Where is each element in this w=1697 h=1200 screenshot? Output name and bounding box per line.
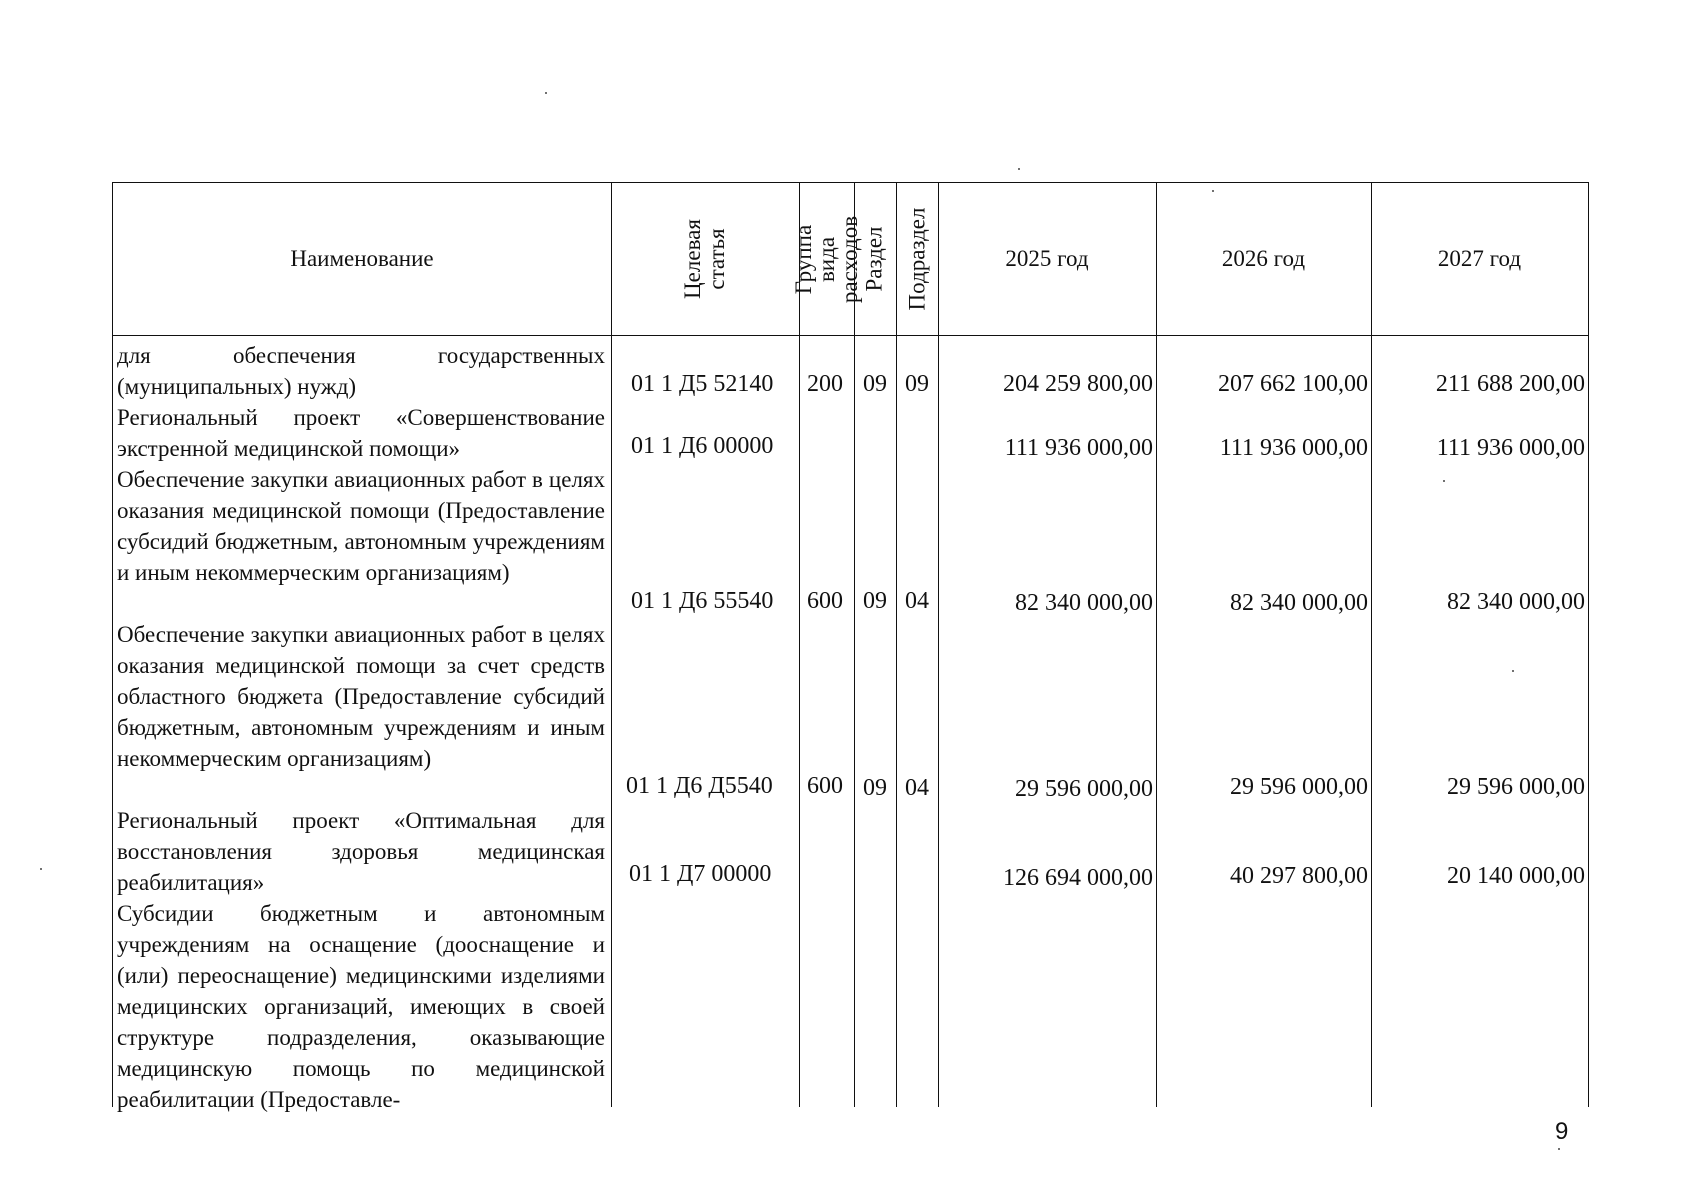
header-section: Раздел [862, 226, 887, 292]
header-2026: 2026 год [1221, 246, 1306, 271]
row-name: для обеспечения государственных (муниципальных) нужд) [117, 343, 605, 399]
scan-speck [40, 868, 42, 870]
row-2026: 111 936 000,00 [1219, 435, 1368, 461]
row-name: Субсидии бюджетным и автономным учреждениям на оснащение (дооснащение и (или) переоснащение) медицинскими изделиями медицинских организаций, имеющих в своей структуре подразделения, оказывающие медицинскую помощь по медицинской реабилитации (Предоставле- [117, 901, 605, 1112]
row-2025: 29 596 000,00 [1015, 776, 1153, 802]
row-2025: 126 694 000,00 [1003, 865, 1153, 891]
row-target: 01 1 Д6 Д5540 [626, 773, 773, 799]
scan-speck [1212, 190, 1214, 192]
row-2025: 111 936 000,00 [1004, 435, 1153, 461]
row-section: 09 [863, 371, 887, 397]
row-target: 01 1 Д5 52140 [631, 371, 774, 397]
header-2025: 2025 год [1005, 246, 1089, 271]
row-2026: 82 340 000,00 [1230, 590, 1368, 616]
header-divider [113, 335, 1588, 336]
row-2027: 20 140 000,00 [1447, 863, 1585, 889]
row-2027: 29 596 000,00 [1447, 774, 1585, 800]
row-section: 09 [863, 588, 887, 614]
scan-speck [1558, 1148, 1560, 1150]
row-name: Региональный проект «Оптимальная для восстановления здоровья медицинская реабилитация» [117, 808, 605, 895]
scan-speck [1512, 670, 1514, 672]
scan-speck [545, 92, 547, 94]
row-2025: 204 259 800,00 [1003, 371, 1153, 397]
row-2025: 82 340 000,00 [1015, 590, 1153, 616]
row-group: 600 [807, 773, 843, 799]
row-group: 200 [807, 371, 843, 397]
header-name: Наименование [290, 246, 434, 271]
header-target: Целевая статья [680, 219, 729, 299]
row-2026: 29 596 000,00 [1230, 774, 1368, 800]
row-subsection: 04 [905, 588, 929, 614]
header-group: Группа вида расходов [791, 215, 863, 303]
row-group: 600 [807, 588, 843, 614]
row-2027: 111 936 000,00 [1436, 435, 1585, 461]
row-name: Обеспечение закупки авиационных работ в целях оказания медицинской помощи за счет средств областного бюджета (Предоставление субсидий бюджетным, автономным учреждениям и иным некоммерческим организациям) [117, 622, 605, 771]
budget-table [112, 182, 1589, 1112]
page-number: 9 [1555, 1118, 1569, 1145]
row-subsection: 09 [905, 371, 929, 397]
row-target: 01 1 Д6 55540 [631, 588, 774, 614]
row-2027: 211 688 200,00 [1435, 371, 1585, 397]
header-2027: 2027 год [1437, 246, 1522, 271]
row-2026: 207 662 100,00 [1218, 371, 1368, 397]
row-target: 01 1 Д6 00000 [631, 433, 774, 459]
row-target: 01 1 Д7 00000 [629, 861, 772, 887]
row-name: Региональный проект «Совершенствование экстренной медицинской помощи» [117, 405, 605, 461]
row-name: Обеспечение закупки авиационных работ в целях оказания медицинской помощи (Предоставление субсидий бюджетным, автономным учреждениям и иным некоммерческим организациям) [117, 467, 605, 585]
header-subsection: Подраздел [904, 207, 930, 311]
row-subsection: 04 [905, 775, 929, 801]
scan-speck [1443, 480, 1445, 482]
row-section: 09 [863, 775, 887, 801]
scan-speck [1018, 168, 1020, 170]
row-2027: 82 340 000,00 [1447, 589, 1585, 615]
row-2026: 40 297 800,00 [1230, 863, 1368, 889]
